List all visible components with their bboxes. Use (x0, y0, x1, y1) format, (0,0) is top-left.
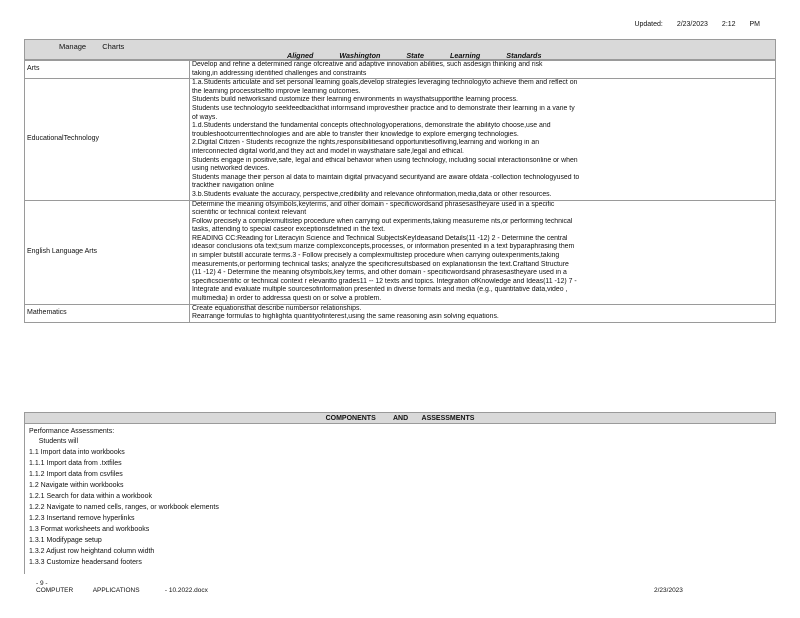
standard-line: 2.Digital Citizen - Students recognize the rights,responsibilitiesand opportunitiesofliving,learning and working in an (192, 139, 540, 147)
updated-time: 2:12 (721, 21, 736, 28)
standard-line: of ways. (192, 113, 218, 121)
table-row (25, 79, 776, 200)
perf-bullet (29, 438, 78, 445)
list-item: 1.2 Navigate within workbooks (29, 482, 124, 489)
standard-line: Create equationsthat describe numbersor relationships. (192, 304, 362, 312)
footer-course: COMPUTER (36, 587, 74, 594)
list-item: 1.1.2 Import data from csvfiles (29, 471, 123, 478)
standards-header-word: Learning (449, 51, 481, 60)
bullet-text: Students will (38, 438, 79, 445)
standard-line: Students use technologyto seekfeedbackthat informsand improvestheir practice and to demonstrate their learning in a varie ty (192, 104, 575, 112)
standard-line: READING CC:Reading for Literacyin Science and Technical SubjectsKeyIdeasand Details(11 -12) 2 - Determine the central (192, 234, 568, 242)
standard-line: Determine the meaning ofsymbols,keyterms, and other domain - specificwordsand phrasesastheyare used in a specific (192, 200, 555, 208)
standard-line: tasks, attending to special caseor exceptionsdefined in the text. (192, 226, 386, 234)
title-bar (24, 39, 776, 60)
list-item: 1.2.3 Insertand remove hyperlinks (29, 515, 135, 522)
standard-line: in simpler butstill accurate terms.3 - Follow precisely a complexmultistep procedure when carrying outexperiments,taking (192, 252, 560, 260)
components-header-word: AND (392, 415, 409, 422)
subject-cell: Mathematics (25, 304, 190, 322)
standards-cell (190, 200, 776, 304)
list-item: 1.3.1 Modifypage setup (29, 537, 102, 544)
updated-ampm: PM (749, 21, 760, 28)
standard-line: Follow precisely a complexmultistep procedure when carrying out experiments,taking measureme nts,or performing technical (192, 217, 573, 225)
updated-label: Updated: (634, 21, 663, 28)
page-number: - 9 - (36, 580, 48, 587)
list-item: 1.1 Import data into workbooks (29, 449, 125, 456)
standard-line: multimedia) in order to addressa questi on or solve a problem. (192, 295, 382, 303)
standard-line: taking,in addressing identified challenges and constraints (192, 69, 367, 77)
standards-header-word: Washington (339, 51, 381, 60)
standard-line: (11 -12) 4 - Determine the meaning ofsymbols,key terms, and other domain - specificwordsand phrasesastheyare used in a (192, 269, 567, 277)
standard-line: scientific or technical context relevant (192, 209, 307, 217)
standard-line: using networked devices. (192, 165, 270, 173)
standard-line: Integrate and evaluate multiple sourcesofinformation presented in diverse formats and media (e.g., quantitative data,video , (192, 286, 568, 294)
list-item: 1.3.3 Customize headersand footers (29, 559, 142, 566)
components-header-word: ASSESSMENTS (421, 415, 475, 422)
standard-line: tracktheir navigation online (192, 182, 274, 190)
list-item: 1.3.2 Adjust row heightand column width (29, 548, 155, 555)
components-header-word: COMPONENTS (325, 415, 376, 422)
components-header (24, 412, 776, 424)
standards-header-word: Aligned (287, 51, 314, 60)
standard-line: specificscientific or technical context r elevantto grades11 -- 12 texts and topics. Integration ofKnowledge and Ideas(11 -12) 7 - (192, 277, 577, 285)
subject-cell: Arts (25, 61, 190, 79)
charts-text: Charts (102, 42, 125, 51)
standard-line: Students manage their person al data to maintain digital privacyand securityand are aware ofdata -collection technologyused to (192, 173, 580, 181)
list-item: 1.2.1 Search for data within a workbook (29, 493, 152, 500)
table-row (25, 304, 776, 322)
updated-date: 2/23/2023 (676, 21, 708, 28)
manage-charts-link[interactable] (45, 42, 138, 51)
standard-line: Rearrange formulas to highlighta quantityofinterest,using the same reasoning asin solving equations. (192, 313, 499, 321)
footer-left (36, 580, 208, 594)
standard-line: Students build networksand customize their learning environments in waysthatsupportthe learning process. (192, 96, 518, 104)
standards-table (24, 60, 776, 323)
subject-cell: EducationalTechnology (25, 79, 190, 200)
standard-line: Students engage in positive,safe, legal and ethical behavior when using technology, including social interactionsonline or when (192, 156, 578, 164)
standard-line: measurements,or performing technical tasks; analyze the specificresultsbased on explanationsin the text.Craftand Structure (192, 260, 569, 268)
standards-cell (190, 79, 776, 200)
subject-cell: English Language Arts (25, 200, 190, 304)
standards-header (287, 51, 565, 60)
standards-header-word: State (406, 51, 424, 60)
standards-cell (190, 61, 776, 79)
manage-text: Manage (59, 42, 87, 51)
standards-cell (190, 304, 776, 322)
footer-date: 2/23/2023 (654, 587, 683, 594)
standard-line: interconnected digital world,and they act and model in waysthatare safe,legal and ethical. (192, 147, 464, 155)
list-item: 1.3 Format worksheets and workbooks (29, 526, 150, 533)
performance-assessments (24, 424, 777, 574)
table-row (25, 200, 776, 304)
updated-timestamp (0, 21, 760, 28)
perf-title: Performance Assessments: (29, 428, 115, 435)
table-row (25, 61, 776, 79)
standard-line: 1.a.Students articulate and set personal learning goals,develop strategies leveraging technologyto achieve them and reflect on (192, 79, 578, 87)
standards-header-word: Standards (506, 51, 542, 60)
footer-apps: APPLICATIONS (92, 587, 140, 594)
standard-line: 3.b.Students evaluate the accuracy, perspective,credibility and relevance ofinformation,media,data or other resources. (192, 190, 552, 198)
standard-line: the learning processitselfto improve learning outcomes. (192, 87, 361, 95)
standard-line: Develop and refine a determined range ofcreative and adaptive innovation abilities, such asdesign thinking and risk (192, 61, 543, 68)
footer-doc: - 10.2022.docx (164, 587, 208, 594)
standard-line: troubleshootcurrenttechnologies and are able to transfer their knowledge to explore emerging technologies. (192, 130, 519, 138)
standard-line: 1.d.Students understand the fundamental concepts oftechnologyoperations, demonstrate the abilityto choose,use and (192, 122, 551, 130)
list-item: 1.2.2 Navigate to named cells, ranges, or workbook elements (29, 504, 219, 511)
standard-line: ideasor conclusions ofa text;sum marize complexconcepts,processes, or information presented in a text byparaphrasing them (192, 243, 575, 251)
list-item: 1.1.1 Import data from .txtfiles (29, 460, 122, 467)
